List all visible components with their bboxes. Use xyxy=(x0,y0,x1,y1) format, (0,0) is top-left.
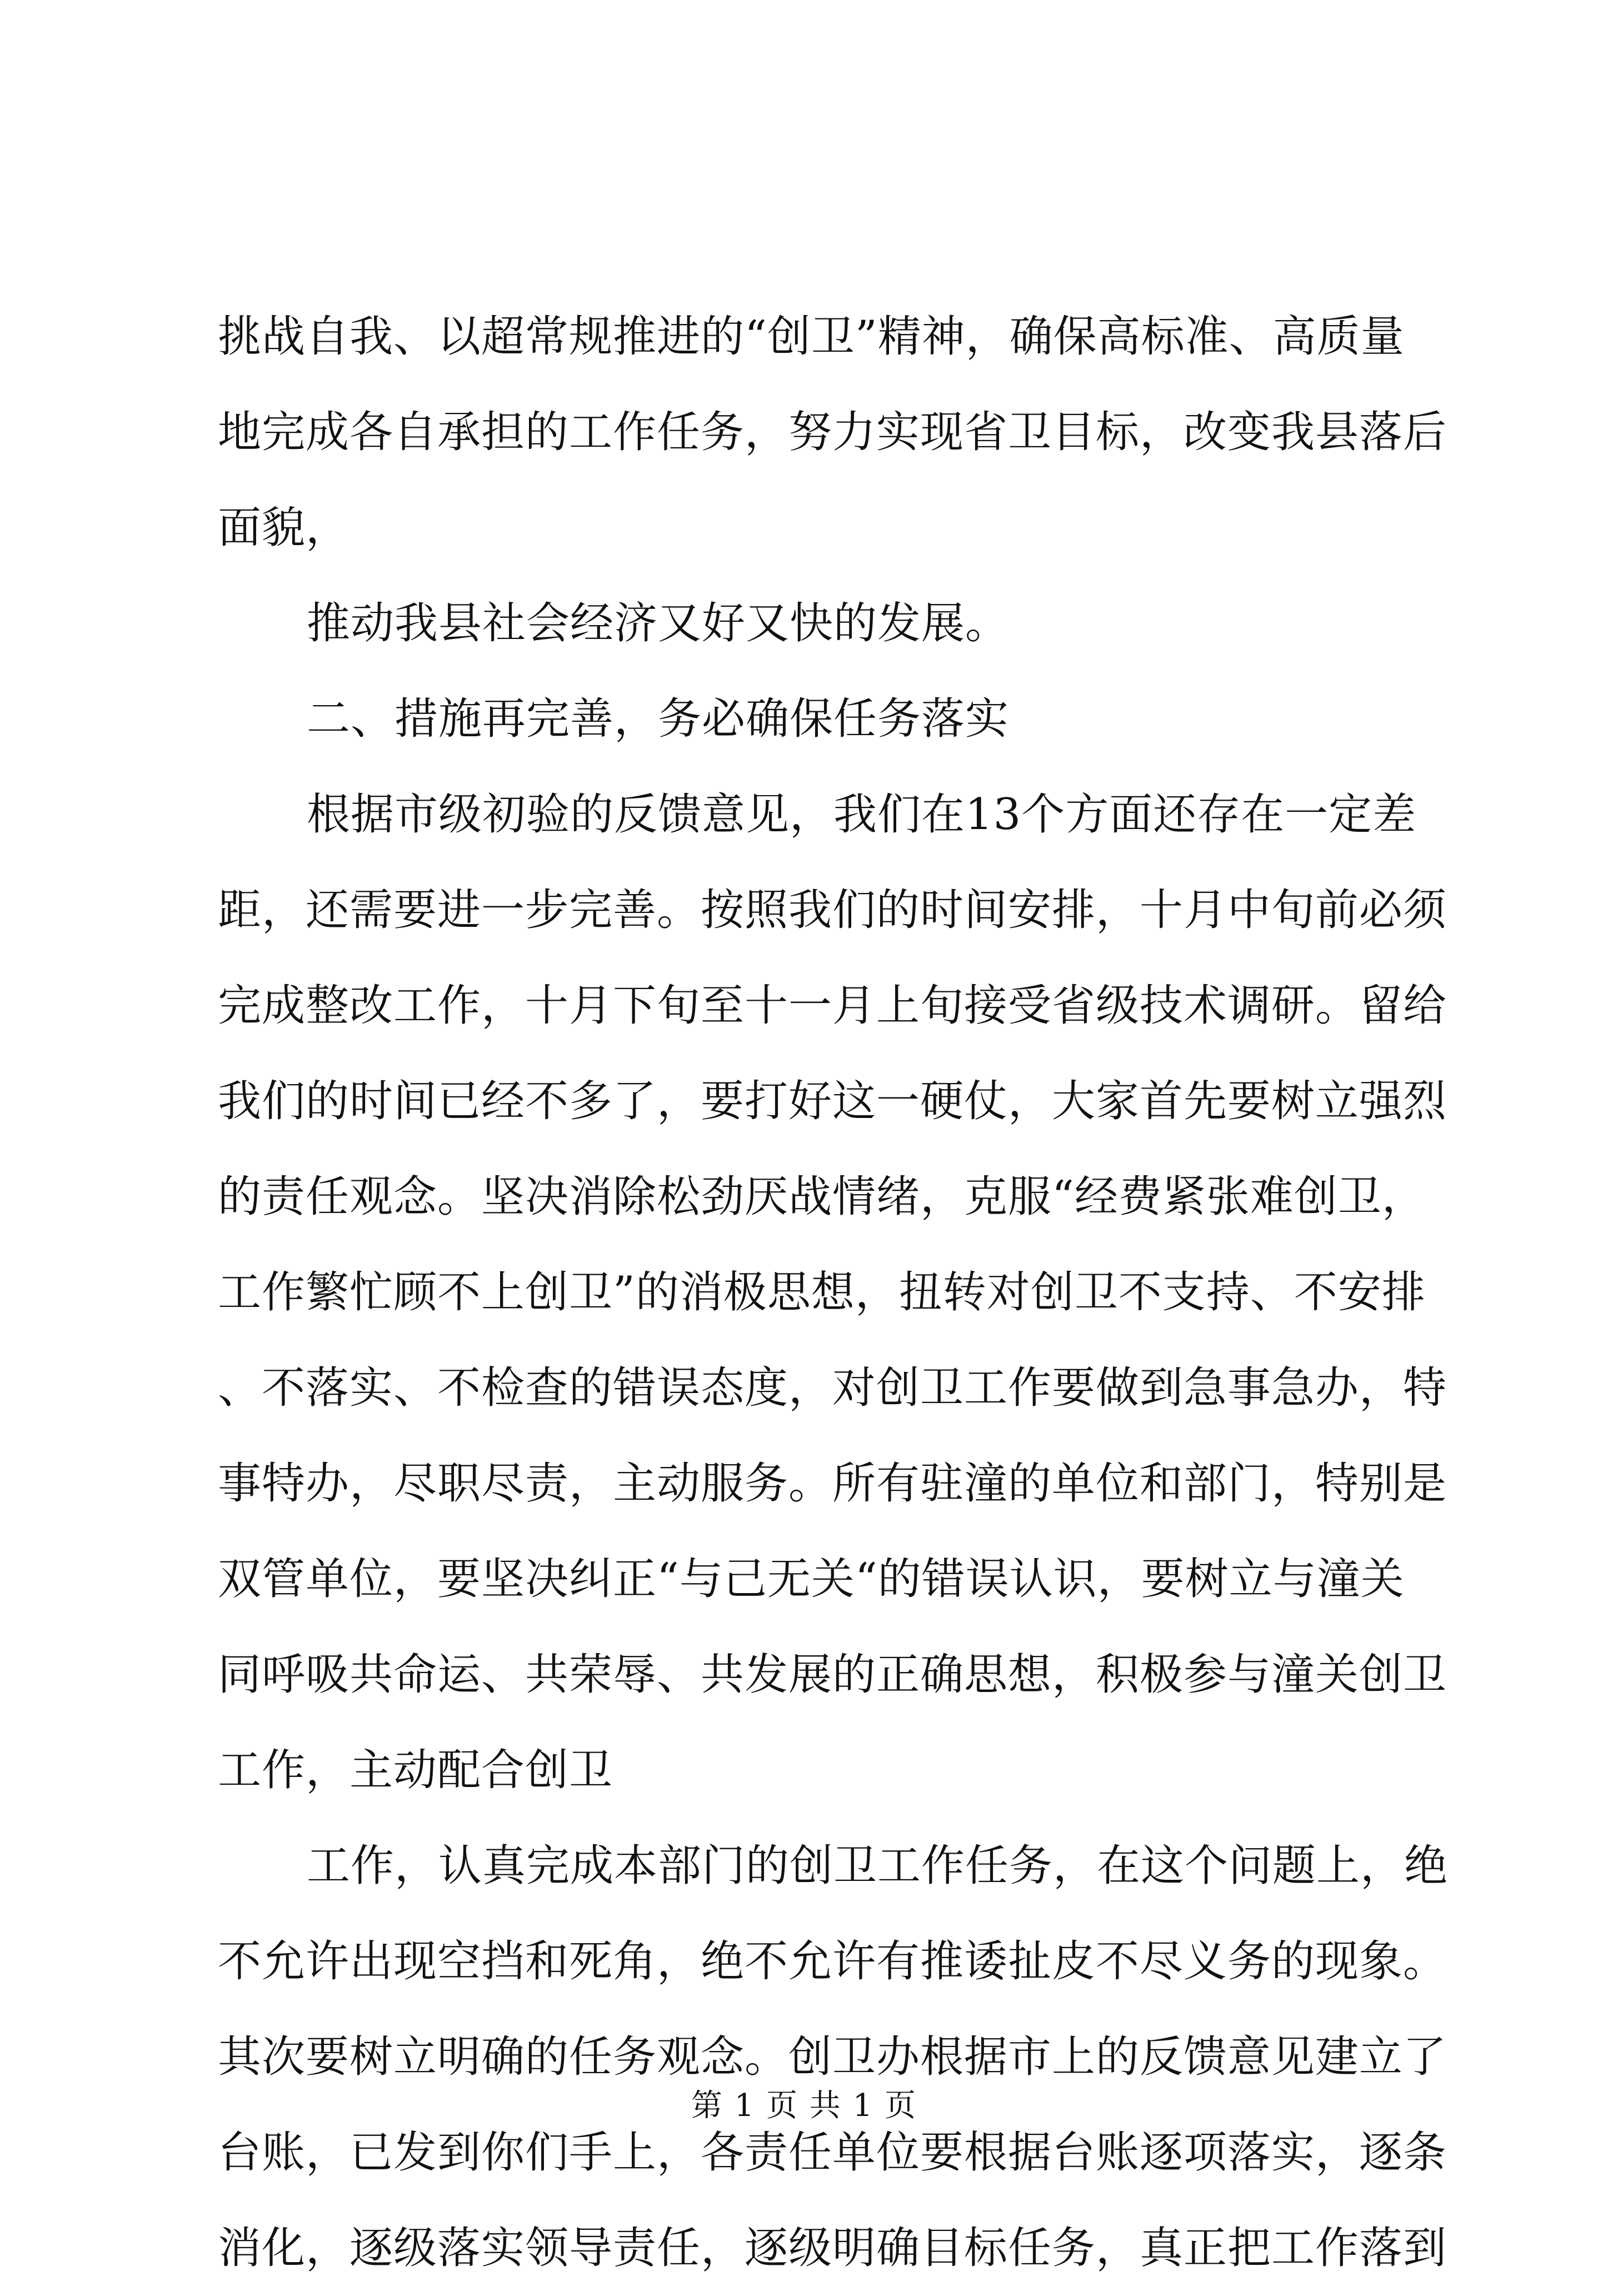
text-line: 同呼吸共命运、共荣辱、共发展的正确思想，积极参与潼关创卫 xyxy=(218,1650,1447,1700)
text-line: 的责任观念。坚决消除松劲厌战情绪，克服“经费紧张难创卫， xyxy=(218,1172,1426,1222)
text-line: 根据市级初验的反馈意见，我们在13个方面还存在一定差 xyxy=(307,790,1417,840)
text-line: 工作繁忙顾不上创卫”的消极思想，扭转对创卫不支持、不安排 xyxy=(218,1267,1426,1317)
text-line: 距，还需要进一步完善。按照我们的时间安排，十月中旬前必须 xyxy=(218,885,1447,935)
page-footer: 第 1 页 共 1 页 xyxy=(691,2088,917,2124)
text-line: 挑战自我、以超常规推进的“创卫”精神，确保高标准、高质量 xyxy=(218,312,1405,362)
text-line: 地完成各自承担的工作任务，努力实现省卫目标，改变我县落后 xyxy=(218,407,1447,457)
text-line: 工作，认真完成本部门的创卫工作任务，在这个问题上，绝 xyxy=(307,1841,1449,1891)
text-line: 双管单位，要坚决纠正“与己无关“的错误认识，要树立与潼关 xyxy=(218,1554,1405,1604)
text-line: 、不落实、不检查的错误态度，对创卫工作要做到急事急办，特 xyxy=(218,1363,1447,1413)
text-line: 事特办，尽职尽责，主动服务。所有驻潼的单位和部门，特别是 xyxy=(218,1459,1447,1509)
text-line: 我们的时间已经不多了，要打好这一硬仗，大家首先要树立强烈 xyxy=(218,1076,1447,1126)
text-line: 消化，逐级落实领导责任，逐级明确目标任务，真正把工作落到 xyxy=(218,2223,1447,2273)
text-line: 工作，主动配合创卫 xyxy=(218,1745,613,1795)
text-line: 完成整改工作，十月下旬至十一月上旬接受省级技术调研。留给 xyxy=(218,981,1447,1031)
text-line: 面貌， xyxy=(218,503,350,553)
text-line: 其次要树立明确的任务观念。创卫办根据市上的反馈意见建立了 xyxy=(218,2032,1447,2082)
text-line: 台账，已发到你们手上，各责任单位要根据台账逐项落实，逐条 xyxy=(218,2128,1447,2178)
body-text xyxy=(218,289,1449,2296)
section-heading: 二、措施再完善，务必确保任务落实 xyxy=(307,694,1010,744)
text-line: 推动我县社会经济又好又快的发展。 xyxy=(307,598,1010,648)
text-line: 不允许出现空挡和死角，绝不允许有推诿扯皮不尽义务的现象。 xyxy=(218,1936,1447,1986)
